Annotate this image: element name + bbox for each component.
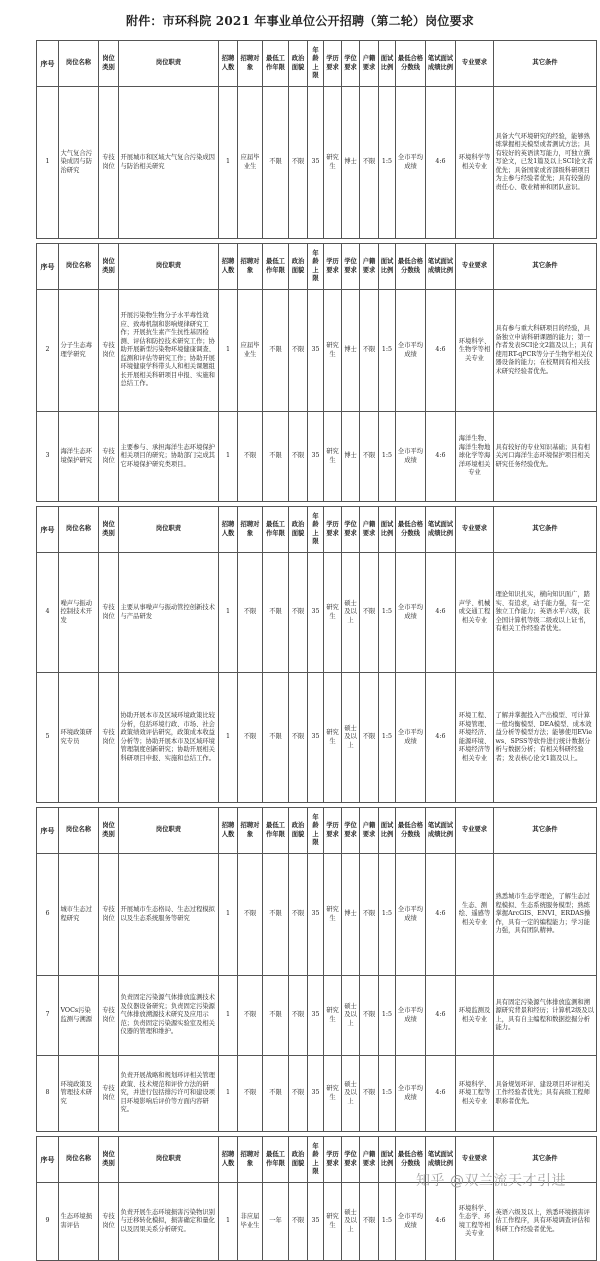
- table-cell: 专技岗位: [99, 1056, 119, 1132]
- table-cell: 不限: [238, 673, 263, 803]
- column-header: 其它条件: [494, 41, 597, 87]
- column-header: 面试比例: [379, 507, 396, 553]
- table-cell: 1: [219, 553, 238, 673]
- table-cell: 不限: [289, 1056, 308, 1132]
- table-cell: 环境政策研究专员: [59, 673, 99, 803]
- column-header: 学位要求: [342, 808, 360, 854]
- table-cell: 研究生: [324, 673, 342, 803]
- column-header: 学历要求: [324, 507, 342, 553]
- column-header: 岗位职责: [119, 808, 219, 854]
- column-header: 面试比例: [379, 1137, 396, 1183]
- table-cell: 35: [308, 1183, 324, 1261]
- table-cell: 不限: [238, 976, 263, 1056]
- table-cell: 应届毕业生: [238, 290, 263, 412]
- column-header: 岗位类别: [99, 244, 119, 290]
- table-cell: 1:5: [379, 1183, 396, 1261]
- table-cell: 生态、测绘、遥感等相关专业: [456, 854, 494, 976]
- column-header: 最低工作年限: [263, 808, 289, 854]
- column-header: 年龄上限: [308, 244, 324, 290]
- table-row: [37, 412, 597, 502]
- table-cell: 海洋生态环境保护研究: [59, 412, 99, 502]
- column-header: 面试比例: [379, 808, 396, 854]
- column-header: 笔试面试成绩比例: [426, 244, 456, 290]
- column-header: 最低工作年限: [263, 41, 289, 87]
- table-cell: 4:6: [426, 290, 456, 412]
- table-cell: 35: [308, 553, 324, 673]
- column-header: 岗位职责: [119, 507, 219, 553]
- table-row: [37, 1183, 597, 1261]
- column-header: 招聘对象: [238, 808, 263, 854]
- table-cell: 博士: [342, 412, 360, 502]
- column-header: 最低合格分数线: [396, 507, 426, 553]
- table-cell: 不限: [289, 854, 308, 976]
- column-header: 岗位类别: [99, 808, 119, 854]
- column-header: 岗位职责: [119, 1137, 219, 1183]
- table-cell: 1:5: [379, 290, 396, 412]
- table-cell: 不限: [289, 1183, 308, 1261]
- column-header: 招聘对象: [238, 41, 263, 87]
- column-header: 岗位名称: [59, 41, 99, 87]
- table-cell: 35: [308, 976, 324, 1056]
- table-cell: 35: [308, 290, 324, 412]
- table-cell: 全市平均成绩: [396, 1183, 426, 1261]
- table-cell: 环境科学、生物学等相关专业: [456, 290, 494, 412]
- table-cell: 环境科学、环境工程等相关专业: [456, 1056, 494, 1132]
- table-cell: 硕士及以上: [342, 976, 360, 1056]
- table-cell: 4:6: [426, 87, 456, 239]
- table-cell: 1:5: [379, 412, 396, 502]
- table-cell: 1: [219, 1056, 238, 1132]
- table-header-row: [37, 808, 597, 854]
- table-cell: 全市平均成绩: [396, 290, 426, 412]
- table-cell: 具备规划环评、建设项目环评相关工作经验者优先；具有高级工程师职称者优先。: [494, 1056, 597, 1132]
- table-cell: 1:5: [379, 976, 396, 1056]
- table-row: [37, 976, 597, 1056]
- column-header: 最低合格分数线: [396, 1137, 426, 1183]
- table-cell: 专技岗位: [99, 87, 119, 239]
- column-header: 岗位类别: [99, 41, 119, 87]
- table-cell: 不限: [360, 412, 379, 502]
- table-cell: 非应届毕业生: [238, 1183, 263, 1261]
- table-cell: 不限: [238, 1056, 263, 1132]
- column-header: 政治面貌: [289, 808, 308, 854]
- column-header: 笔试面试成绩比例: [426, 808, 456, 854]
- table-cell: 不限: [289, 87, 308, 239]
- table-cell: 环境监测及相关专业: [456, 976, 494, 1056]
- table-cell: 4:6: [426, 976, 456, 1056]
- column-header: 岗位职责: [119, 244, 219, 290]
- table-cell: 不限: [289, 673, 308, 803]
- table-cell: 9: [37, 1183, 59, 1261]
- table-cell: 主要从事噪声与振动管控创新技术与产品研发: [119, 553, 219, 673]
- column-header: 笔试面试成绩比例: [426, 41, 456, 87]
- table-cell: 全市平均成绩: [396, 673, 426, 803]
- table-cell: 不限: [238, 553, 263, 673]
- table-cell: 不限: [263, 976, 289, 1056]
- column-header: 专业要求: [456, 41, 494, 87]
- column-header: 最低工作年限: [263, 507, 289, 553]
- table-cell: 1: [219, 412, 238, 502]
- table-cell: 不限: [263, 290, 289, 412]
- table-cell: 4:6: [426, 412, 456, 502]
- table-cell: 研究生: [324, 87, 342, 239]
- table-cell: 1: [219, 87, 238, 239]
- table-cell: 全市平均成绩: [396, 87, 426, 239]
- table-cell: 开展污染物生物分子水平毒性效应、致毒机制和影响规律研究工作；开展抗生素产生抗性基因检测、评估和防控技术研究工作；协助开展新型污染物环境健康调查、监测和评估等研究工作；协助开展环境健康学科带头人和相关课题组长开展相关科研项目申报、实施和总结工作。: [119, 290, 219, 412]
- column-header: 年龄上限: [308, 1137, 324, 1183]
- column-header: 户籍要求: [360, 808, 379, 854]
- table-cell: 全市平均成绩: [396, 1056, 426, 1132]
- column-header: 学位要求: [342, 41, 360, 87]
- table-cell: 具备大气环境研究的经验，能够熟练掌握相关模型或者测试方法；具有较好的英语读写能力，可独立撰写论文，已发1篇及以上SCI论文者优先；具备国家或省部级科研项目为主参与经验者优先；具有较强的责任心、敬业精神和团队意识。: [494, 87, 597, 239]
- table-cell: 熟悉城市生态学理论，了解生态过程模拟、生态系统服务模型；熟练掌握ArcGIS、ENVI、ERDAS操作，具有一定的编程能力；学习能力强，具有团队精神。: [494, 854, 597, 976]
- table-cell: 环境工程、环境管理、环境经济、能源环境、环境经济等相关专业: [456, 673, 494, 803]
- table-cell: 1:5: [379, 553, 396, 673]
- column-header: 其它条件: [494, 507, 597, 553]
- column-header: 岗位类别: [99, 1137, 119, 1183]
- table-cell: 35: [308, 87, 324, 239]
- table-cell: 6: [37, 854, 59, 976]
- column-header: 岗位类别: [99, 507, 119, 553]
- table-cell: 博士: [342, 87, 360, 239]
- table-cell: 硕士及以上: [342, 1056, 360, 1132]
- column-header: 年龄上限: [308, 507, 324, 553]
- table-cell: 具有较好的专业知识基础；具有相关河口海洋生态环境保护项目相关研究任务经验优先。: [494, 412, 597, 502]
- table-cell: 不限: [238, 412, 263, 502]
- table-cell: 1:5: [379, 673, 396, 803]
- table-cell: 硕士及以上: [342, 1183, 360, 1261]
- table-cell: 4:6: [426, 1056, 456, 1132]
- column-header: 岗位名称: [59, 244, 99, 290]
- job-requirements-table: [36, 40, 597, 1261]
- table-cell: 不限: [289, 553, 308, 673]
- table-cell: 环境政策及管理技术研究: [59, 1056, 99, 1132]
- table-cell: 不限: [263, 673, 289, 803]
- table-cell: 1:5: [379, 87, 396, 239]
- column-header: 岗位名称: [59, 808, 99, 854]
- column-header: 招聘对象: [238, 507, 263, 553]
- table-cell: 全市平均成绩: [396, 412, 426, 502]
- table-cell: 35: [308, 412, 324, 502]
- table-row: [37, 553, 597, 673]
- column-header: 序号: [37, 244, 59, 290]
- column-header: 学历要求: [324, 1137, 342, 1183]
- table-cell: 不限: [263, 87, 289, 239]
- table-cell: 研究生: [324, 290, 342, 412]
- column-header: 专业要求: [456, 244, 494, 290]
- column-header: 招聘人数: [219, 1137, 238, 1183]
- table-cell: 英语六级及以上，熟悉环境损害评估工作程序，具有环境调查评估和科研工作经验者优先。: [494, 1183, 597, 1261]
- table-cell: 开展城市生态格局、生态过程模拟以及生态系统服务等研究: [119, 854, 219, 976]
- table-cell: 了解并掌握投入产出模型、可计算一般均衡模型、DEA模型、成本效益分析等模型方法；能够使用EViews、SPSS等软件进行统计数据分析与数据分析；有相关科研经验者；发表核心论文1篇及以上。: [494, 673, 597, 803]
- column-header: 最低合格分数线: [396, 41, 426, 87]
- table-cell: 4:6: [426, 1183, 456, 1261]
- table-cell: 1: [37, 87, 59, 239]
- table-cell: 4: [37, 553, 59, 673]
- table-cell: 硕士及以上: [342, 673, 360, 803]
- column-header: 学位要求: [342, 507, 360, 553]
- table-cell: 全市平均成绩: [396, 553, 426, 673]
- table-cell: 1: [219, 854, 238, 976]
- table-cell: 2: [37, 290, 59, 412]
- table-row: [37, 87, 597, 239]
- column-header: 招聘对象: [238, 1137, 263, 1183]
- table-cell: 5: [37, 673, 59, 803]
- table-cell: 噪声与振动控制技术开发: [59, 553, 99, 673]
- column-header: 面试比例: [379, 244, 396, 290]
- column-header: 学位要求: [342, 244, 360, 290]
- column-header: 面试比例: [379, 41, 396, 87]
- table-cell: 声学、机械或交通工程相关专业: [456, 553, 494, 673]
- column-header: 序号: [37, 507, 59, 553]
- table-row: [37, 673, 597, 803]
- table-cell: 4:6: [426, 553, 456, 673]
- table-cell: 不限: [289, 412, 308, 502]
- column-header: 招聘人数: [219, 244, 238, 290]
- table-cell: 硕士及以上: [342, 553, 360, 673]
- table-cell: 不限: [263, 412, 289, 502]
- table-cell: 全市平均成绩: [396, 976, 426, 1056]
- table-cell: 1: [219, 290, 238, 412]
- table-cell: 负责开展战略和规划环评相关管理政策、技术规范和评价方法的研究，并进行包括排污许可和建设项目环境影响后评价等方面内容研究。: [119, 1056, 219, 1132]
- table-cell: 开展城市和区域大气复合污染成因与防治相关研究: [119, 87, 219, 239]
- table-cell: 负责固定污染源气体排放监测技术及仪器设备研究；负责固定污染源气体排放溯源技术研究及应用示范；负责固定污染源实验室及相关仪器的管理和维护。: [119, 976, 219, 1056]
- column-header: 招聘人数: [219, 507, 238, 553]
- column-header: 年龄上限: [308, 808, 324, 854]
- table-cell: 负责开展生态环境损害污染物识别与迁移转化模拟，损害确定和量化以及因果关系分析研究。: [119, 1183, 219, 1261]
- table-cell: 1:5: [379, 1056, 396, 1132]
- table-cell: 城市生态过程研究: [59, 854, 99, 976]
- table-cell: 博士: [342, 854, 360, 976]
- watermark-logo: 知乎 @双兰流天才引进: [416, 1173, 566, 1189]
- table-cell: 专技岗位: [99, 412, 119, 502]
- column-header: 序号: [37, 41, 59, 87]
- column-header: 其它条件: [494, 244, 597, 290]
- table-cell: 1: [219, 976, 238, 1056]
- table-cell: 环境科学、生态学、环境工程等相关专业: [456, 1183, 494, 1261]
- table-header-row: [37, 507, 597, 553]
- table-cell: 不限: [289, 290, 308, 412]
- table-cell: 专技岗位: [99, 1183, 119, 1261]
- column-header: 专业要求: [456, 808, 494, 854]
- column-header: 学历要求: [324, 244, 342, 290]
- table-cell: 不限: [360, 553, 379, 673]
- column-header: 最低合格分数线: [396, 244, 426, 290]
- table-cell: 海洋生物、海洋生物地球化学等海洋环境相关专业: [456, 412, 494, 502]
- column-header: 招聘人数: [219, 41, 238, 87]
- table-cell: 1: [219, 673, 238, 803]
- table-cell: 8: [37, 1056, 59, 1132]
- table-cell: 研究生: [324, 1183, 342, 1261]
- table-cell: 3: [37, 412, 59, 502]
- table-cell: 环境科学等相关专业: [456, 87, 494, 239]
- table-cell: VOCs污染监测与溯源: [59, 976, 99, 1056]
- table-cell: 不限: [263, 854, 289, 976]
- table-cell: 不限: [263, 1056, 289, 1132]
- table-cell: 专技岗位: [99, 553, 119, 673]
- column-header: 其它条件: [494, 1137, 597, 1183]
- table-cell: 35: [308, 1056, 324, 1132]
- table-cell: 生态环境损害评估: [59, 1183, 99, 1261]
- column-header: 政治面貌: [289, 41, 308, 87]
- table-cell: 具有参与重大科研项目的经验，具备独立申请科研课题的能力；第一作者发表SCI论文2篇及以上；具有使用RT-qPCR等分子生物学相关仪器设备的能力；在校期间有相关技术研究经验者优先。: [494, 290, 597, 412]
- table-cell: 不限: [238, 854, 263, 976]
- column-header: 专业要求: [456, 1137, 494, 1183]
- column-header: 岗位名称: [59, 507, 99, 553]
- column-header: 笔试面试成绩比例: [426, 1137, 456, 1183]
- column-header: 最低工作年限: [263, 244, 289, 290]
- column-header: 其它条件: [494, 808, 597, 854]
- column-header: 序号: [37, 1137, 59, 1183]
- column-header: 专业要求: [456, 507, 494, 553]
- column-header: 政治面貌: [289, 507, 308, 553]
- table-cell: 应届毕业生: [238, 87, 263, 239]
- table-cell: 分子生态毒理学研究: [59, 290, 99, 412]
- column-header: 笔试面试成绩比例: [426, 507, 456, 553]
- table-row: [37, 854, 597, 976]
- column-header: 岗位职责: [119, 41, 219, 87]
- table-cell: 一年: [263, 1183, 289, 1261]
- table-cell: 35: [308, 673, 324, 803]
- table-cell: 理论知识扎实，横向知识面广，踏实、有追求，动手能力强，有一定独立工作能力；英语水平六级，获全国计算机等级二级或以上证书，有相关工作经验者优先。: [494, 553, 597, 673]
- table-cell: 专技岗位: [99, 854, 119, 976]
- column-header: 政治面貌: [289, 1137, 308, 1183]
- table-cell: 专技岗位: [99, 976, 119, 1056]
- column-header: 户籍要求: [360, 41, 379, 87]
- table-cell: 不限: [289, 976, 308, 1056]
- table-cell: 专技岗位: [99, 673, 119, 803]
- page-title: 附件：市环科院 2021 年事业单位公开招聘（第二轮）岗位要求: [126, 14, 474, 28]
- table-cell: 1: [219, 1183, 238, 1261]
- column-header: 岗位名称: [59, 1137, 99, 1183]
- column-header: 最低工作年限: [263, 1137, 289, 1183]
- table-cell: 研究生: [324, 854, 342, 976]
- column-header: 招聘人数: [219, 808, 238, 854]
- table-cell: 35: [308, 854, 324, 976]
- table-cell: 不限: [360, 1056, 379, 1132]
- column-header: 政治面貌: [289, 244, 308, 290]
- table-header-row: [37, 41, 597, 87]
- table-row: [37, 1056, 597, 1132]
- table-cell: 研究生: [324, 1056, 342, 1132]
- column-header: 学历要求: [324, 808, 342, 854]
- table-cell: 具有固定污染源气体排放监测和溯源研究背景和经历；计算机2级及以上，具有自主编程和数据挖掘分析能力。: [494, 976, 597, 1056]
- table-cell: 大气复合污染成因与防治研究: [59, 87, 99, 239]
- table-cell: 研究生: [324, 976, 342, 1056]
- column-header: 户籍要求: [360, 1137, 379, 1183]
- column-header: 户籍要求: [360, 507, 379, 553]
- column-header: 学位要求: [342, 1137, 360, 1183]
- column-header: 序号: [37, 808, 59, 854]
- table-cell: 1:5: [379, 854, 396, 976]
- table-cell: 4:6: [426, 673, 456, 803]
- table-cell: 主要参与、承担海洋生态环境保护相关项目的研究；协助部门完成其它环境保护研究类项目。: [119, 412, 219, 502]
- column-header: 年龄上限: [308, 41, 324, 87]
- table-cell: 博士: [342, 290, 360, 412]
- table-cell: 不限: [360, 1183, 379, 1261]
- column-header: 招聘对象: [238, 244, 263, 290]
- table-cell: 不限: [360, 854, 379, 976]
- table-header-row: [37, 244, 597, 290]
- column-header: 最低合格分数线: [396, 808, 426, 854]
- table-cell: 7: [37, 976, 59, 1056]
- table-cell: 不限: [360, 290, 379, 412]
- table-cell: 4:6: [426, 854, 456, 976]
- table-cell: 不限: [360, 87, 379, 239]
- table-cell: 研究生: [324, 553, 342, 673]
- table-row: [37, 290, 597, 412]
- table-cell: 不限: [360, 976, 379, 1056]
- table-cell: 研究生: [324, 412, 342, 502]
- table-cell: 全市平均成绩: [396, 854, 426, 976]
- table-cell: 协助开展本市及区域环境政策比较分析，包括环境行政、市场、社会政策绩效评估研究，政策成本收益分析等；协助开展本市及区域环境管理制度创新研究；协助开展相关科研项目申报、实施和总结工作。: [119, 673, 219, 803]
- table-cell: 专技岗位: [99, 290, 119, 412]
- column-header: 学历要求: [324, 41, 342, 87]
- table-cell: 不限: [360, 673, 379, 803]
- column-header: 户籍要求: [360, 244, 379, 290]
- table-cell: 不限: [263, 553, 289, 673]
